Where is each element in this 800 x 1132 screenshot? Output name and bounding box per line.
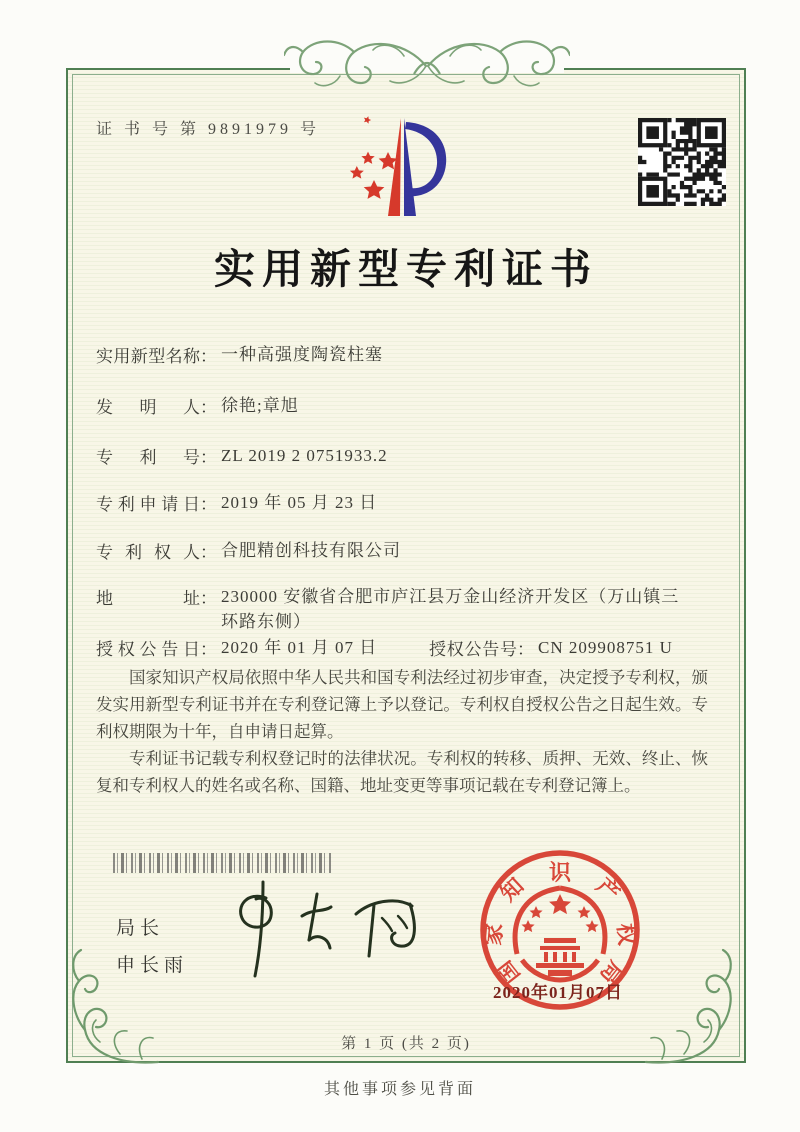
field-row-grant: 授权公告日： 2020 年 01 月 07 日 授权公告号： CN 209908751 U xyxy=(96,635,721,660)
svg-text:家: 家 xyxy=(480,922,507,947)
field-value: ZL 2019 2 0751933.2 xyxy=(221,446,388,465)
field-label: 专利号 xyxy=(96,448,200,467)
field-value: 230000 安徽省合肥市庐江县万金山经济开发区（万山镇三环路东侧） xyxy=(221,587,680,631)
field-row-filing-date: 专利申请日： 2019 年 05 月 23 日 xyxy=(96,490,721,515)
field-value: 2019 年 05 月 23 日 xyxy=(221,493,378,512)
certificate-number: 证 书 号 第 9891979 号 xyxy=(96,121,321,138)
page-indicator: 第 1 页 (共 2 页) xyxy=(341,1036,471,1052)
svg-text:权: 权 xyxy=(613,922,640,947)
cnipa-logo-icon xyxy=(344,110,460,226)
body-paragraph: 国家知识产权局依照中华人民共和国专利法经过初步审查，决定授予专利权，颁发实用新型专利证书并在专利登记簿上予以登记。专利权自授权公告之日起生效。专利权期限为十年，自申请日起算。 xyxy=(96,668,708,741)
field-value: 合肥精创科技有限公司 xyxy=(221,541,401,560)
field-row-address: 地址： 230000 安徽省合肥市庐江县万金山经济开发区（万山镇三环路东侧） xyxy=(96,584,721,634)
field-value: 徐艳;章旭 xyxy=(221,396,299,415)
field-label: 发明人 xyxy=(96,398,200,417)
svg-text:知: 知 xyxy=(495,872,529,907)
body-paragraph: 专利证书记载专利权登记时的法律状况。专利权的转移、质押、无效、终止、恢复和专利权人的姓名或名称、国籍、地址变更等事项记载在专利登记簿上。 xyxy=(96,749,708,795)
field-row-patentee: 专利权人： 合肥精创科技有限公司 xyxy=(96,538,721,563)
legal-text xyxy=(96,664,708,799)
qr-code xyxy=(638,118,726,206)
field-grant-number: 授权公告号： CN 209908751 U xyxy=(429,635,673,660)
field-value: 2020 年 01 月 07 日 xyxy=(221,638,378,657)
certificate-frame xyxy=(66,68,746,1063)
svg-text:局: 局 xyxy=(595,956,629,989)
national-emblem-icon xyxy=(515,888,605,980)
field-row-name: 实用新型名称： 一种高强度陶瓷柱塞 xyxy=(96,342,721,367)
barcode xyxy=(113,853,333,873)
certificate-title: 实用新型专利证书 xyxy=(214,246,598,292)
field-value: 一种高强度陶瓷柱塞 xyxy=(221,345,383,364)
svg-text:产: 产 xyxy=(591,872,625,907)
svg-text:国: 国 xyxy=(491,956,525,989)
field-label: 授权公告号 xyxy=(429,640,517,659)
field-value: CN 209908751 U xyxy=(538,638,673,657)
director-name: 申长雨 xyxy=(116,955,189,976)
seal-date: 2020年01月07日 xyxy=(493,983,623,1002)
field-label: 地址 xyxy=(96,589,200,608)
field-label: 专利申请日 xyxy=(96,495,200,514)
back-note: 其他事项参见背面 xyxy=(323,1081,476,1098)
signature xyxy=(214,876,426,984)
svg-text:识: 识 xyxy=(548,860,572,885)
field-label: 专利权人 xyxy=(96,543,200,562)
official-seal xyxy=(472,842,648,1038)
field-label: 实用新型名称 xyxy=(96,347,200,366)
field-label: 授权公告日 xyxy=(96,640,200,659)
field-row-patent-number: 专利号： ZL 2019 2 0751933.2 xyxy=(96,443,721,468)
director-title: 局长 xyxy=(116,918,165,939)
field-row-inventor: 发明人： 徐艳;章旭 xyxy=(96,393,721,418)
